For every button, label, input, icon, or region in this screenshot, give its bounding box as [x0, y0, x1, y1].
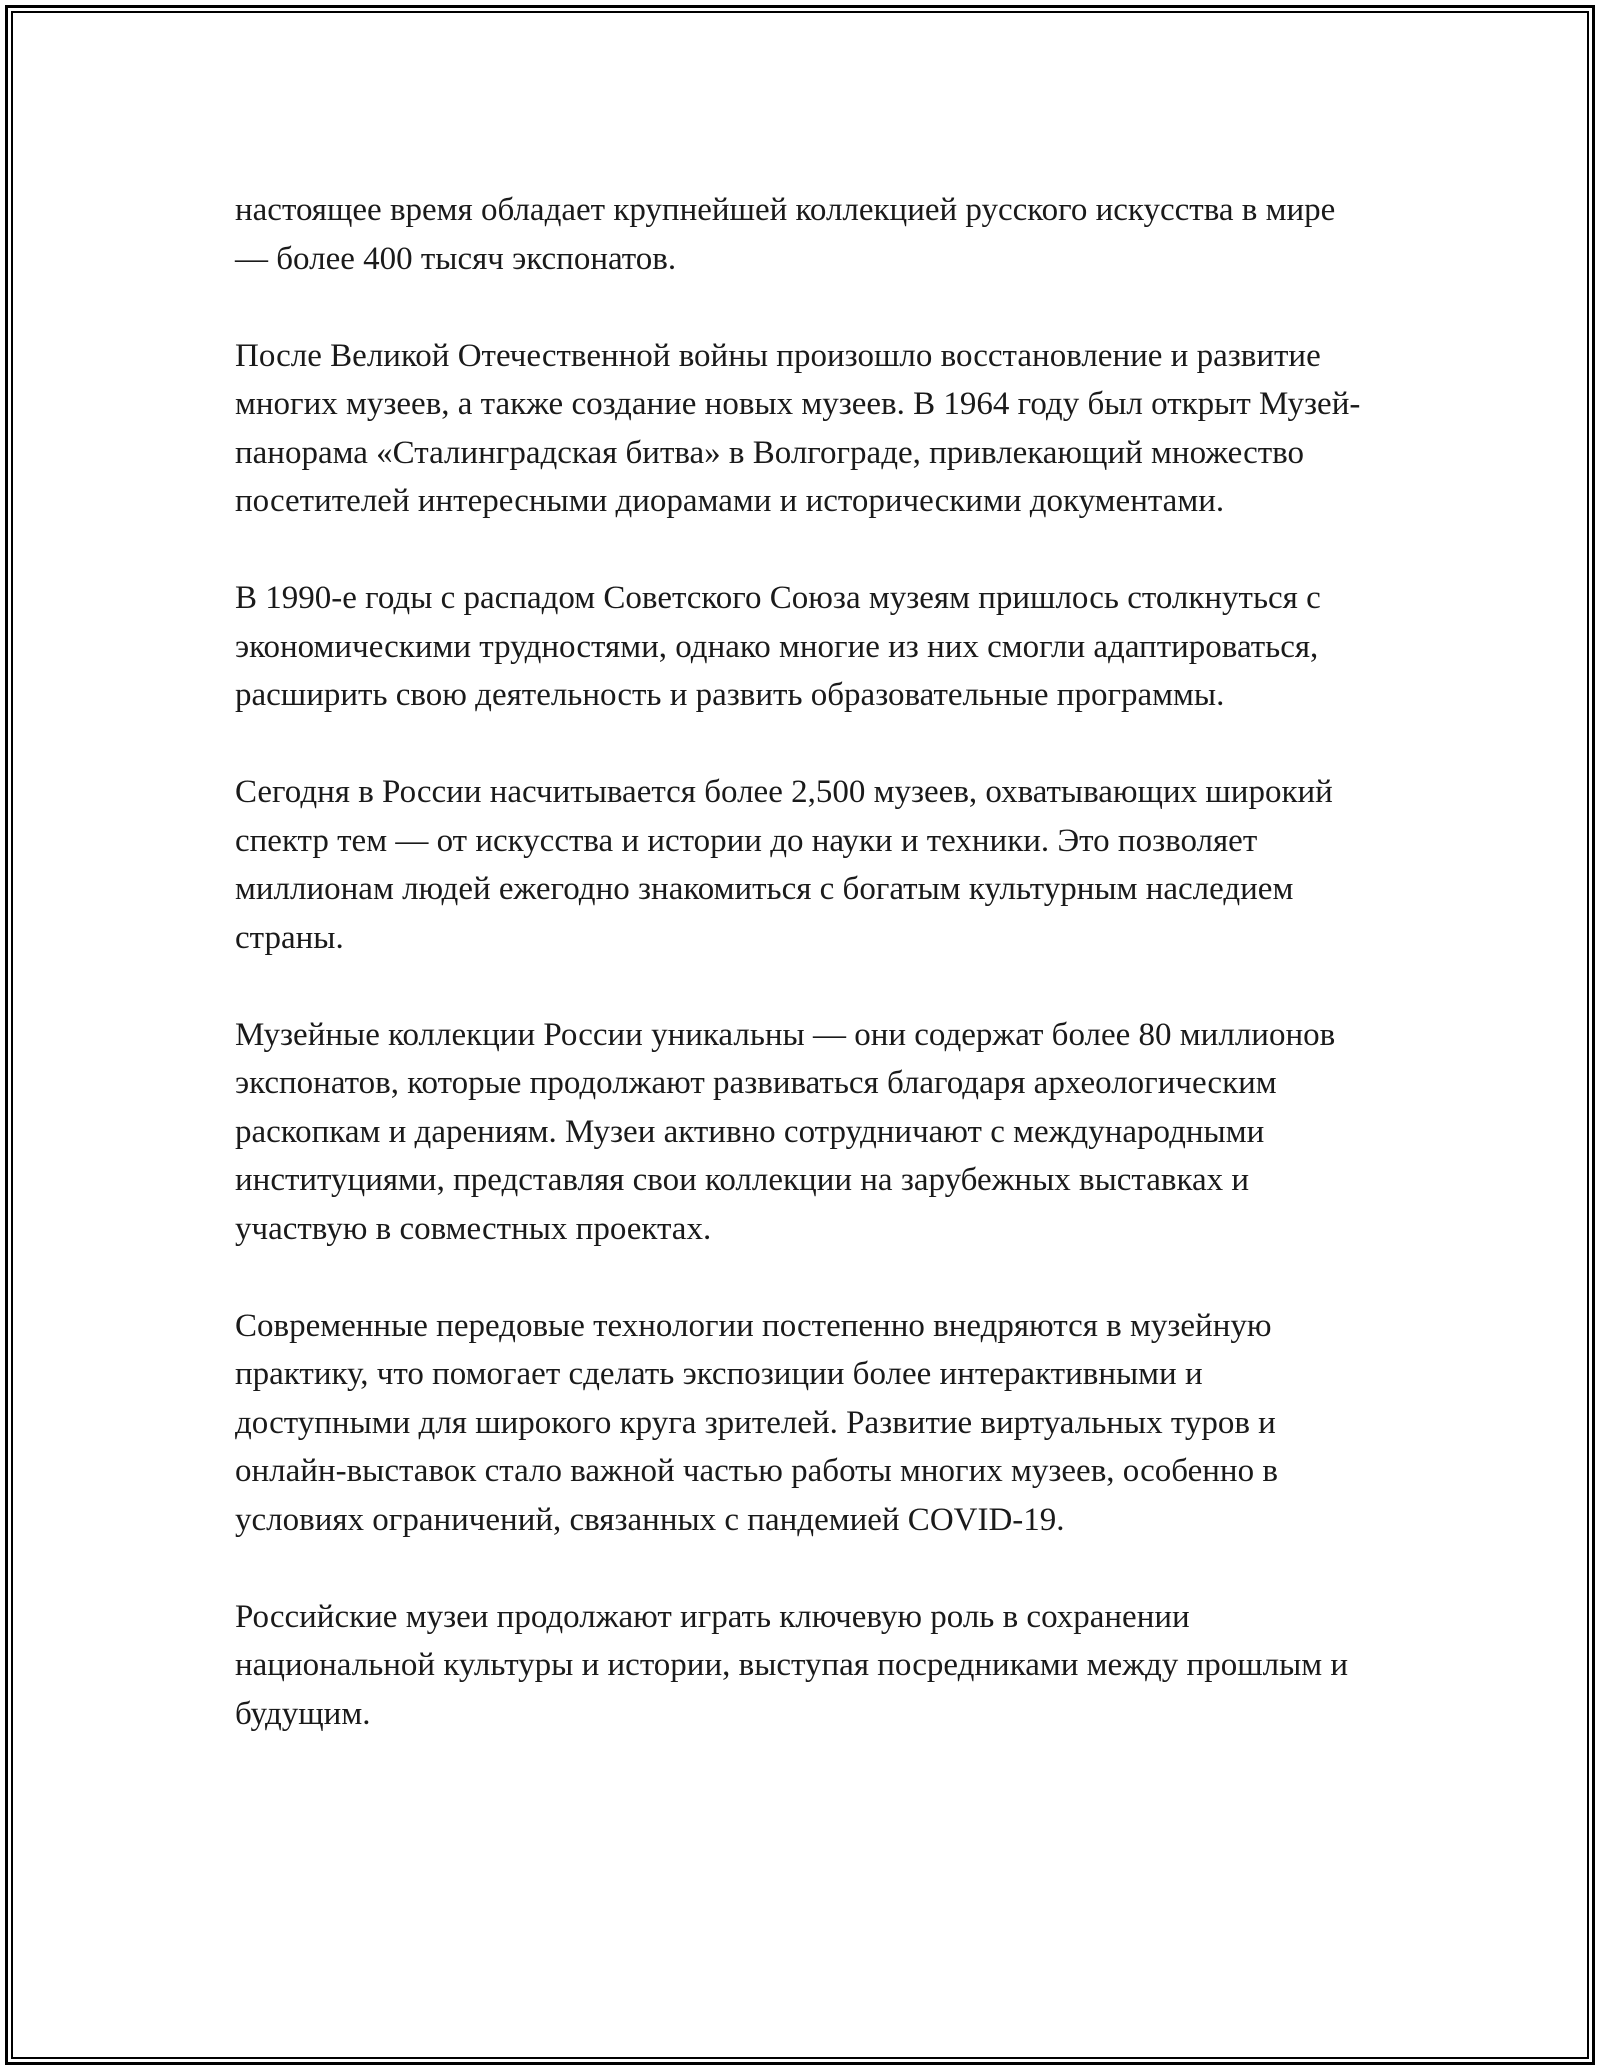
paragraph: Музейные коллекции России уникальны — они содержат более 80 миллионов экспонатов, которые продолжают развиваться благодаря археологическим раскопкам и дарениям. Музеи активно сотрудничают с международными институциями, представляя свои коллекции на зарубежных выставках и участвую в совместных проектах. — [235, 1016, 1336, 1247]
paragraph: Современные передовые технологии постепенно внедряются в музейную практику, что помогает сделать экспозиции более интерактивными и доступными для широкого круга зрителей. Развитие виртуальных туров и онлайн-выставок стало важной частью работы многих музеев, особенно в условиях ограничений, связанных с пандемией COVID-19. — [235, 1307, 1278, 1538]
paragraph: Сегодня в России насчитывается более 2,500 музеев, охватывающих широкий спектр тем — от искусства и истории до науки и техники. Это позволяет миллионам людей ежегодно знакомиться с богатым культурным наследием страны. — [235, 774, 1333, 956]
paragraph: После Великой Отечественной войны произошло восстановление и развитие многих музеев, а также создание новых музеев. В 1964 году был открыт Музей-панорама «Сталинградская битва» в Волгограде, привлекающий множество посетителей интересными диорамами и историческими документами. — [235, 337, 1361, 519]
document-body — [235, 186, 1375, 1787]
paragraph: В 1990-е годы с распадом Советского Союза музеям пришлось столкнуться с экономическими трудностями, однако многие из них смогли адаптироваться, расширить свою деятельность и развить образовательные программы. — [235, 580, 1321, 713]
paragraph: Российские музеи продолжают играть ключевую роль в сохранении национальной культуры и истории, выступая посредниками между прошлым и будущим. — [235, 1598, 1349, 1732]
paragraph: настоящее время обладает крупнейшей коллекцией русского искусства в мире — более 400 тысяч экспонатов. — [235, 192, 1336, 277]
